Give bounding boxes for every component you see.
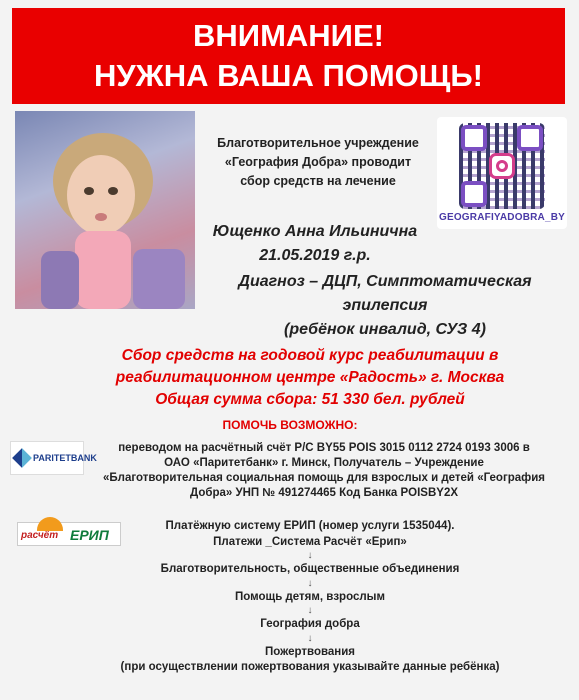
total-amount: Общая сумма сбора: 51 330 бел. рублей (155, 391, 465, 408)
transfer-line-4: Добра» УНП № 491274465 Код Банка POISBY2X (189, 487, 459, 499)
arrow-down-icon: ↓ (307, 632, 313, 644)
goal-line-1: Сбор средств на годовой курс реабилитации в (121, 347, 499, 364)
erip-step-donations: Пожертвования (264, 645, 356, 658)
org-line-2: «География Добра» проводит (224, 155, 412, 169)
disability-status: (ребёнок инвалид, СУЗ 4) (283, 321, 486, 338)
paritetbank-icon (12, 448, 32, 468)
child-info (190, 220, 440, 268)
qr-finder-icon (517, 125, 543, 151)
diagnosis-block (190, 270, 579, 342)
erip-line-2: Платежи _Система Расчёт «Ерип» (213, 535, 407, 548)
instagram-icon (489, 153, 515, 179)
erip-payment-path (110, 519, 510, 676)
erip-logo-raschet: расчёт (21, 530, 59, 541)
erip-step-charity: Благотворительность, общественные объединения (160, 563, 460, 575)
banner-title: ВНИМАНИЕ! (193, 18, 384, 53)
bank-transfer-details (85, 441, 563, 501)
child-name: Ющенко Анна Ильинична (212, 223, 418, 240)
org-line-1: Благотворительное учреждение (217, 136, 419, 150)
help-heading: ПОМОЧЬ ВОЗМОЖНО: (222, 418, 358, 432)
child-photo-illustration (15, 111, 195, 309)
banner-subtitle: НУЖНА ВАША ПОМОЩЬ! (94, 58, 483, 93)
qr-finder-icon (461, 125, 487, 151)
erip-logo (17, 522, 121, 546)
instagram-qr-card[interactable] (437, 117, 567, 229)
transfer-line-1: переводом на расчётный счёт Р/С BY55 POIS 3015 0112 2724 0193 3006 в (118, 442, 530, 454)
erip-note: (при осуществлении пожертвования указывайте данные ребёнка) (120, 661, 500, 673)
organization-intro (198, 134, 438, 191)
transfer-line-2: ОАО «Паритетбанк» г. Минск, Получатель – Учреждение (164, 457, 484, 469)
qr-code[interactable] (459, 123, 545, 209)
transfer-line-3: «Благотворительная социальная помощь для взрослых и детей «География (102, 472, 545, 484)
qr-finder-icon (461, 181, 487, 207)
arrow-down-icon: ↓ (307, 577, 313, 589)
erip-step-help: Помощь детям, взрослым (235, 590, 385, 603)
instagram-handle[interactable]: GEOGRAFIYADOBRA_BY (438, 212, 566, 223)
child-photo (15, 111, 195, 309)
arrow-down-icon: ↓ (307, 605, 313, 616)
org-line-3: сбор средств на лечение (240, 174, 396, 188)
erip-line-1: Платёжную систему ЕРИП (номер услуги 1535044). (165, 520, 455, 532)
diagnosis-line-1: Диагноз – ДЦП, Симптоматическая (238, 273, 532, 290)
erip-sun-icon (37, 517, 63, 531)
arrow-down-icon: ↓ (307, 550, 313, 561)
erip-logo-erip: ЕРИП (70, 527, 109, 543)
erip-step-geography: География добра (260, 618, 360, 630)
attention-banner (12, 8, 565, 104)
goal-line-2: реабилитационном центре «Радость» г. Москва (115, 369, 505, 386)
child-birth-date: 21.05.2019 г.р. (259, 247, 371, 264)
paritetbank-logo-text: PARITETBANK (33, 453, 97, 463)
fundraising-goal (70, 345, 550, 411)
paritetbank-logo (10, 441, 97, 475)
diagnosis-line-2: эпилепсия (342, 297, 428, 314)
